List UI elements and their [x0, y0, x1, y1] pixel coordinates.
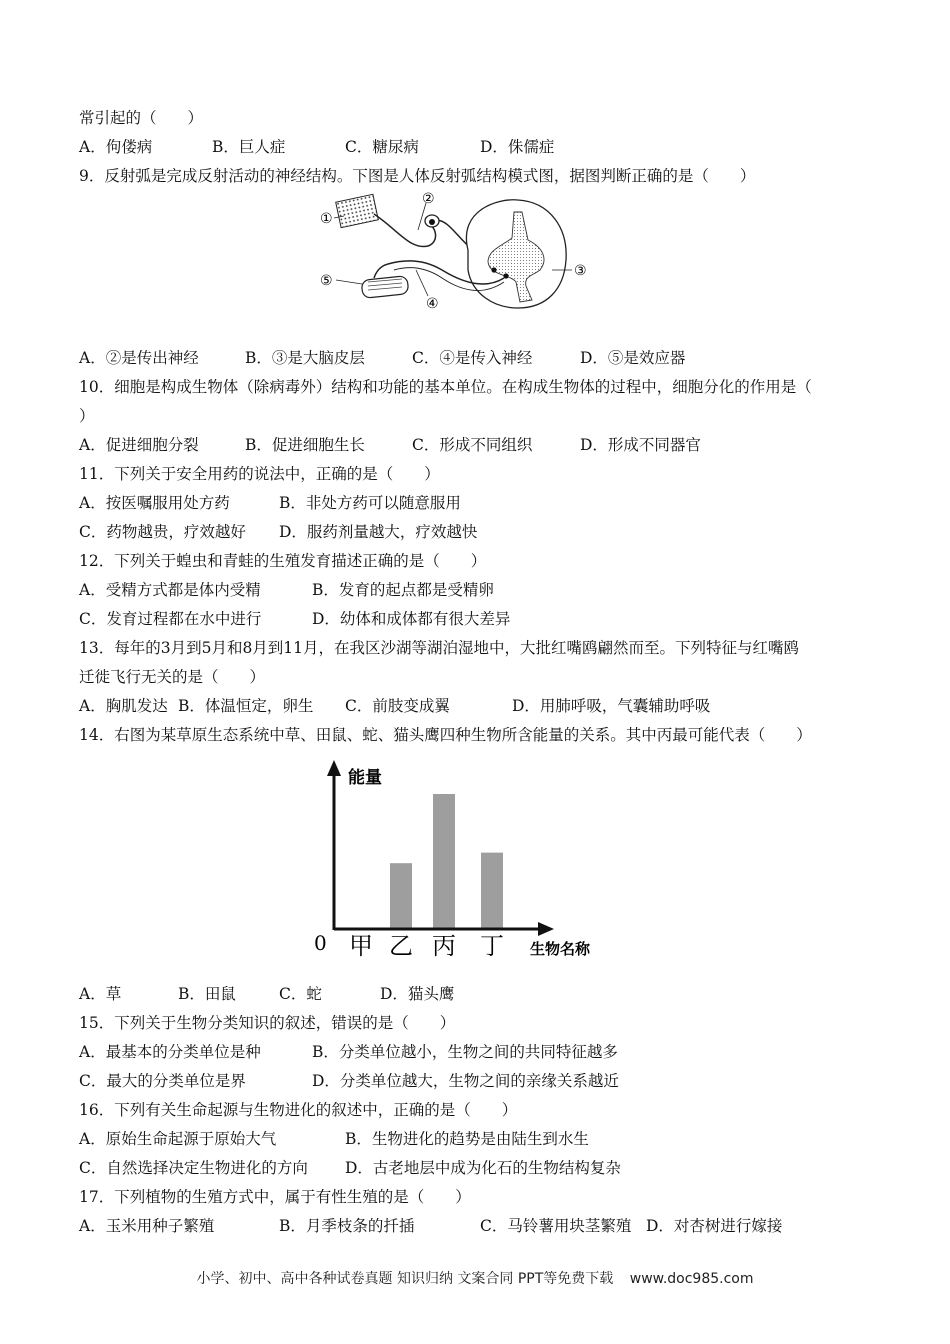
label-4: ④	[426, 296, 439, 312]
q15-option-b: B．分类单位越小，生物之间的共同特征越多	[312, 1043, 618, 1061]
q10-option-d: D．形成不同器官	[580, 436, 701, 454]
q11-option-b: B．非处方药可以随意服用	[279, 494, 461, 512]
q14-option-d: D．猫头鹰	[380, 985, 455, 1003]
q8-option-d: D．侏儒症	[480, 138, 555, 156]
q8-option-a: A．佝偻病	[79, 138, 153, 156]
q10-stem: 10．细胞是构成生物体（除病毒外）结构和功能的基本单位。在构成生物体的过程中，细胞分化的作用是（	[79, 378, 812, 396]
q15-stem: 15．下列关于生物分类知识的叙述，错误的是（ ）	[79, 1014, 456, 1032]
q10-option-a: A．促进细胞分裂	[79, 436, 199, 454]
label-3: ③	[574, 263, 587, 279]
footer-site-link[interactable]: www.doc985.com	[629, 1271, 754, 1287]
q12-option-a: A．受精方式都是体内受精	[79, 581, 261, 599]
bar-3	[433, 794, 455, 928]
q16-option-a: A．原始生命起源于原始大气	[79, 1130, 277, 1148]
q11-stem: 11．下列关于安全用药的说法中，正确的是（ ）	[79, 465, 440, 483]
q13-stem-cont: 迁徙飞行无关的是（ ）	[79, 668, 266, 686]
q10-stem-cont: ）	[79, 407, 95, 425]
q12-option-d: D．幼体和成体都有很大差异	[312, 610, 511, 628]
q11-option-d: D．服药剂量越大，疗效越快	[279, 523, 478, 541]
q10-option-c: C．形成不同组织	[412, 436, 533, 454]
category-label-4: 丁	[480, 932, 504, 960]
label-5: ⑤	[320, 273, 333, 289]
category-label-1: 甲	[349, 932, 373, 960]
q17-stem: 17．下列植物的生殖方式中，属于有性生殖的是（ ）	[79, 1188, 471, 1206]
q17-option-b: B．月季枝条的扦插	[279, 1217, 415, 1235]
q9-option-b: B．③是大脑皮层	[245, 349, 365, 367]
q16-option-d: D．古老地层中成为化石的生物结构复杂	[345, 1159, 621, 1177]
bar-2	[390, 863, 412, 928]
footer-text: 小学、初中、高中各种试卷真题 知识归纳 文案合同 PPT等免费下载	[196, 1271, 614, 1287]
q17-option-d: D．对杏树进行嫁接	[646, 1217, 783, 1235]
label-1: ①	[320, 211, 333, 227]
q14-stem: 14．右图为某草原生态系统中草、田鼠、蛇、猫头鹰四种生物所含能量的关系。其中丙最可能代表（ ）	[79, 726, 812, 744]
q14-option-b: B．田鼠	[178, 985, 236, 1003]
x-axis-label: 生物名称	[530, 940, 591, 958]
q13-option-c: C．前肢变成翼	[345, 697, 450, 715]
y-axis-label: 能量	[348, 768, 382, 788]
q9-option-a: A．②是传出神经	[79, 349, 199, 367]
q8-option-c: C．糖尿病	[345, 138, 419, 156]
q16-option-b: B．生物进化的趋势是由陆生到水生	[345, 1130, 589, 1148]
q9-option-c: C．④是传入神经	[412, 349, 533, 367]
origin-label: 0	[314, 931, 327, 955]
reflex-arc-diagram	[318, 190, 593, 330]
q11-option-c: C．药物越贵，疗效越好	[79, 523, 246, 541]
q17-option-a: A．玉米用种子繁殖	[79, 1217, 215, 1235]
q8-option-b: B．巨人症	[212, 138, 286, 156]
q16-stem: 16．下列有关生命起源与生物进化的叙述中，正确的是（ ）	[79, 1101, 518, 1119]
receptor-shape	[336, 194, 379, 227]
q16-option-c: C．自然选择决定生物进化的方向	[79, 1159, 308, 1177]
q12-option-c: C．发育过程都在水中进行	[79, 610, 262, 628]
q13-option-a: A．胸肌发达	[79, 697, 168, 715]
q12-stem: 12．下列关于蝗虫和青蛙的生殖发育描述正确的是（ ）	[79, 552, 487, 570]
q14-option-a: A．草	[79, 985, 122, 1003]
bar-4	[481, 853, 503, 928]
q13-option-d: D．用肺呼吸，气囊辅助呼吸	[512, 697, 711, 715]
q10-option-b: B．促进细胞生长	[245, 436, 365, 454]
q11-option-a: A．按医嘱服用处方药	[79, 494, 230, 512]
energy-bar-chart	[310, 758, 610, 968]
x-axis-arrow	[538, 922, 554, 936]
category-label-3: 丙	[432, 932, 456, 960]
q12-option-b: B．发育的起点都是受精卵	[312, 581, 494, 599]
page-footer	[0, 1268, 950, 1288]
q9-stem: 9．反射弧是完成反射活动的神经结构。下图是人体反射弧结构模式图，据图判断正确的是（ ）	[79, 167, 756, 185]
q8-stem: 常引起的（ ）	[79, 109, 204, 127]
label-2: ②	[422, 191, 435, 207]
category-label-2: 乙	[389, 932, 413, 960]
q9-option-d: D．⑤是效应器	[580, 349, 686, 367]
y-axis-arrow	[327, 760, 341, 776]
q14-option-c: C．蛇	[279, 985, 322, 1003]
q15-option-a: A．最基本的分类单位是种	[79, 1043, 261, 1061]
q15-option-c: C．最大的分类单位是界	[79, 1072, 246, 1090]
q13-option-b: B．体温恒定，卵生	[178, 697, 314, 715]
q17-option-c: C．马铃薯用块茎繁殖	[480, 1217, 632, 1235]
q15-option-d: D．分类单位越大，生物之间的亲缘关系越近	[312, 1072, 619, 1090]
q13-stem: 13．每年的3月到5月和8月到11月，在我区沙湖等湖泊湿地中，大批红嘴鸥翩然而至。下列特征与红嘴鸥	[79, 639, 800, 657]
